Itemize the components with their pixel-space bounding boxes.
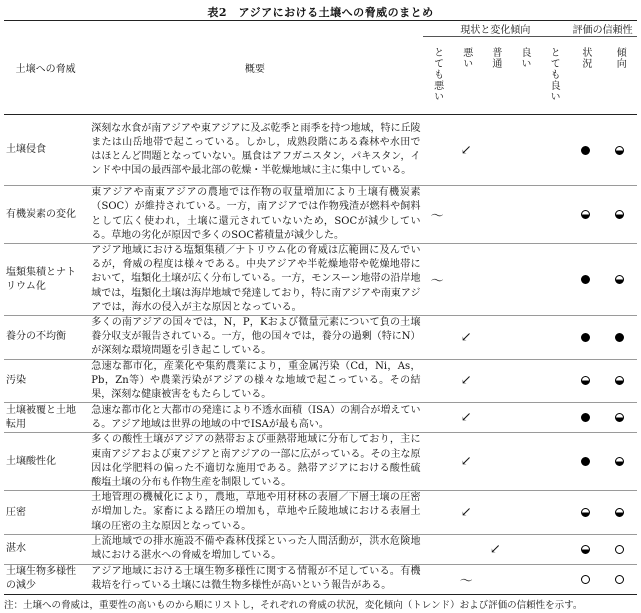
header-confidence-group: 評価の信頼性 [568,21,637,37]
trend-cell [481,244,510,316]
trend-cell [539,433,568,491]
trend-cell [423,115,452,186]
threat-summary: アジア地域における土壌生物多様性に関する情報が不足している。有機栽培を行っている土壌には微生物多様性が高いという報告がある。 [87,564,422,594]
confidence-status-circle-icon [581,413,590,422]
confidence-trend-cell [603,491,637,535]
trend-cell [481,491,510,535]
table-row [4,534,637,564]
confidence-status-circle-icon [581,457,590,466]
table-row [4,359,637,403]
trend-cell [481,316,510,360]
trend-cell [452,244,481,316]
trend-cell [423,316,452,360]
confidence-trend-circle-icon [615,146,624,155]
confidence-status-circle-icon [581,275,590,284]
trend-arrow-icon: ～ [430,274,444,289]
threat-table [4,20,637,595]
threat-name: 土壌被覆と土地転用 [4,403,87,433]
trend-cell [423,244,452,316]
threat-name: 圧密 [4,491,87,535]
table-row [4,491,637,535]
table-row [4,316,637,360]
confidence-trend-circle-icon [615,413,624,422]
header-summary: 概要 [87,21,422,115]
trend-cell [452,433,481,491]
trend-cell [510,491,539,535]
threat-summary: 急速な都市化，産業化や集約農業により，重金属汚染（Cd，Ni，As，Pb，Zn等）や農業汚染がアジアの様々な地域で起こっている。その結果，深刻な健康被害をもたらしている。 [87,359,422,403]
threat-name: 土壌酸性化 [4,433,87,491]
table-title: 表2 アジアにおける土壌への脅威のまとめ [207,6,434,19]
trend-cell [481,359,510,403]
trend-cell [481,403,510,433]
trend-cell [510,564,539,594]
table-row [4,433,637,491]
trend-cell [423,491,452,535]
table-row [4,115,637,186]
confidence-trend-circle-icon [615,457,624,466]
threat-name: 養分の不均衡 [4,316,87,360]
threat-summary: 急速な都市化と大都市の発達により不透水面積（ISA）の割合が増えている。アジア地域は世界の地域の中でISAが最も高い。 [87,403,422,433]
threat-summary: アジア地域における塩類集積／ナトリウム化の脅威は広範囲に及んでいるが，脅威の程度は様々である。中央アジアや半乾燥地帯や乾燥地帯において，塩類化土壌が広く分布している。一方，モンスーン地帯の沿岸地域では，塩類化土壌は海岸地域で発達しており，特に南アジアや南東アジアでは，海水の侵入が主な原因となっている。 [87,244,422,316]
confidence-trend-cell [603,359,637,403]
confidence-trend-cell [603,534,637,564]
trend-cell [423,534,452,564]
threat-name: 湛水 [4,534,87,564]
trend-cell [510,115,539,186]
confidence-status-cell [568,186,602,244]
confidence-status-circle-icon [581,146,590,155]
table-row [4,244,637,316]
trend-cell [539,244,568,316]
trend-cell [481,433,510,491]
confidence-status-circle-icon [581,376,590,385]
header-status: 状況 [579,47,591,69]
trend-cell [452,491,481,535]
trend-cell [539,534,568,564]
confidence-trend-cell [603,186,637,244]
trend-arrow-icon: ↙ [460,410,472,426]
threat-name: 土壌侵食 [4,115,87,186]
threat-summary: 多くの酸性土壌がアジアの熱帯および亜熱帯地域に分布しており，主に東南アジアおよび東アジアと南アジアの一部に広がっている。その主な原因は化学肥料の偏った不適切な施用である。熱帯アジアにおける酸性硫酸塩土壌の分布も作物生産を制限している。 [87,433,422,491]
trend-cell [539,359,568,403]
confidence-trend-cell [603,564,637,594]
confidence-trend-cell [603,115,637,186]
confidence-trend-circle-icon [615,545,624,554]
threat-summary: 多くの南アジアの国々では，N，P，Kおよび微量元素について負の土壌養分収支が報告されている。一方，他の国々では，養分の過剰（特にN）が深刻な環境問題を引き起こしている。 [87,316,422,360]
trend-cell [452,186,481,244]
header-good: 良い [519,47,530,69]
confidence-trend-circle-icon [615,210,624,219]
trend-arrow-icon: ～ [430,209,444,224]
trend-cell [452,316,481,360]
trend-arrow-icon: ↙ [489,541,501,557]
trend-cell [539,186,568,244]
trend-cell [510,534,539,564]
threat-summary: 上流地域での排水施設不備や森林伐採といった人間活動が，洪水危険地域における湛水への脅威を増加している。 [87,534,422,564]
trend-cell [510,403,539,433]
threat-name: 有機炭素の変化 [4,186,87,244]
trend-arrow-icon: ～ [459,573,473,589]
header-trend: 傾向 [614,47,626,69]
threat-name: 土壌生物多様性の減少 [4,564,87,594]
trend-cell [481,534,510,564]
trend-cell [481,564,510,594]
confidence-status-circle-icon [581,333,590,342]
confidence-trend-circle-icon [615,575,624,584]
confidence-status-cell [568,115,602,186]
header-fair: 普通 [489,47,501,69]
confidence-status-circle-icon [581,508,590,517]
threat-summary: 深刻な水食が南アジアや東アジアに及ぶ乾季と雨季を持つ地域，特に丘陵または山岳地帯で起こっている。しかし，成熟段階にある森林や水田ではほとんど問題となっていない。風食はアフガニスタン，パキスタン，インドや中国の最西部や最北部の乾燥・半乾燥地域に主に集中している。 [87,115,422,186]
trend-cell [452,403,481,433]
trend-cell [423,403,452,433]
confidence-status-cell [568,534,602,564]
confidence-trend-circle-icon [615,508,624,517]
header-bad: 悪い [460,47,472,69]
trend-cell [510,433,539,491]
trend-cell [423,564,452,594]
confidence-status-circle-icon [581,545,590,554]
header-threat: 土壌への脅威 [4,21,87,115]
trend-arrow-icon: ↙ [460,329,472,345]
confidence-status-cell [568,316,602,360]
confidence-status-cell [568,433,602,491]
trend-cell [539,316,568,360]
trend-arrow-icon: ↙ [460,454,472,470]
footnote: 注：土壌への脅威は，重要性の高いものから順にリストし，それぞれの脅威の状況，変化傾向（トレンド）および評価の信頼性を示す。 [4,600,583,611]
table-row [4,403,637,433]
threat-name: 汚染 [4,359,87,403]
trend-cell [510,316,539,360]
table-row [4,564,637,594]
confidence-status-cell [568,403,602,433]
trend-cell [423,186,452,244]
trend-cell [539,115,568,186]
trend-cell [452,534,481,564]
trend-arrow-icon: ↙ [460,373,472,389]
confidence-status-cell [568,564,602,594]
confidence-status-cell [568,491,602,535]
trend-cell [539,491,568,535]
trend-cell [510,186,539,244]
confidence-trend-cell [603,244,637,316]
confidence-status-circle-icon [581,210,590,219]
trend-cell [481,186,510,244]
trend-cell [423,359,452,403]
table-row [4,186,637,244]
header-trend-group: 現状と変化傾向 [423,21,569,37]
trend-cell [539,403,568,433]
trend-arrow-icon: ↙ [460,505,472,521]
confidence-status-circle-icon [581,575,590,584]
trend-cell [452,564,481,594]
header-very-good: とても良い [548,47,560,102]
confidence-trend-cell [603,403,637,433]
trend-cell [510,244,539,316]
table-body [4,115,637,595]
confidence-trend-cell [603,316,637,360]
trend-arrow-icon: ↙ [460,142,472,158]
header-very-bad: とても悪い [431,47,443,102]
trend-cell [510,359,539,403]
threat-summary: 土地管理の機械化により，農地，草地や用材林の表層／下層土壌の圧密が増加した。家畜による踏圧の増加も，草地や丘陵地域における表層土壌の圧密の主な原因となっている。 [87,491,422,535]
confidence-trend-cell [603,433,637,491]
confidence-status-cell [568,244,602,316]
confidence-status-cell [568,359,602,403]
trend-cell [539,564,568,594]
confidence-trend-circle-icon [615,333,624,342]
threat-summary: 東アジアや南東アジアの農地では作物の収量増加により土壌有機炭素（SOC）が維持されている。一方，南アジアでは作物残渣が燃料や飼料として広く使われ，土壌に還元されていないため，SOCが減少している。草地の劣化が原因で多くのSOC蓄積量が減少した。 [87,186,422,244]
threat-name: 塩類集積とナトリウム化 [4,244,87,316]
trend-cell [452,115,481,186]
confidence-trend-circle-icon [615,275,624,284]
trend-cell [423,433,452,491]
trend-cell [481,115,510,186]
trend-cell [452,359,481,403]
confidence-trend-circle-icon [615,376,624,385]
